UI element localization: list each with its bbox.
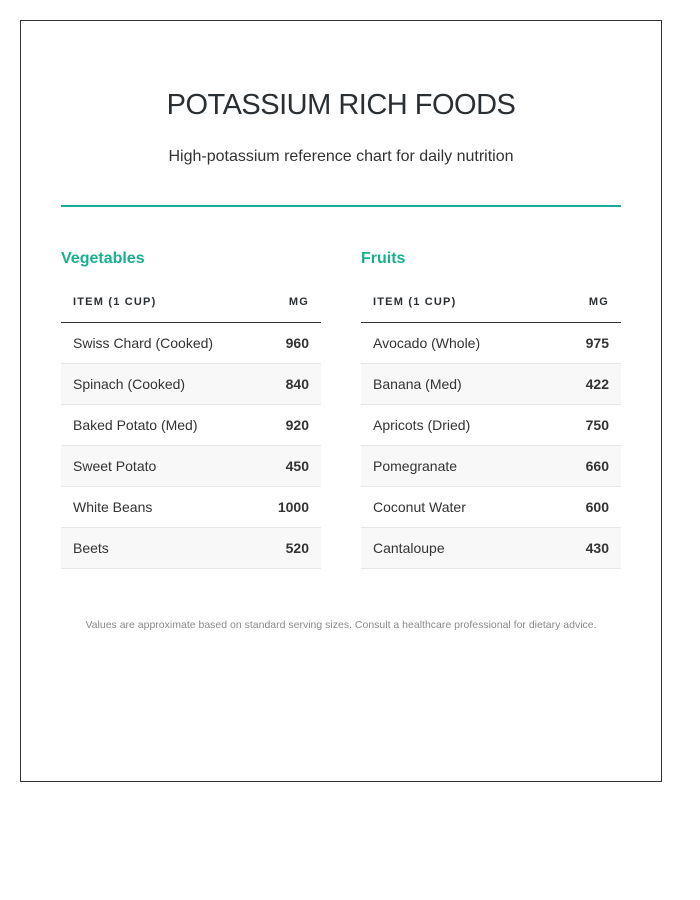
- item-mg: 920: [256, 404, 321, 445]
- item-mg: 975: [552, 322, 621, 363]
- item-mg: 750: [552, 404, 621, 445]
- table-row: [361, 445, 621, 486]
- item-name: Pomegranate: [361, 445, 552, 486]
- footnote: Values are approximate based on standard serving sizes. Consult a healthcare professional for dietary advice.: [85, 619, 597, 631]
- table-header: [361, 282, 621, 322]
- table-row: [361, 322, 621, 363]
- item-mg: 960: [256, 322, 321, 363]
- vegetables-section: [61, 250, 321, 569]
- item-name: Coconut Water: [361, 486, 552, 527]
- fruits-table: [361, 282, 621, 569]
- item-mg: 450: [256, 445, 321, 486]
- page-title: POTASSIUM RICH FOODS: [166, 89, 516, 121]
- table-row: [61, 322, 321, 363]
- table-row: [361, 363, 621, 404]
- column-header-item: ITEM (1 CUP): [61, 282, 256, 322]
- item-mg: 422: [552, 363, 621, 404]
- item-name: Avocado (Whole): [361, 322, 552, 363]
- item-name: Baked Potato (Med): [61, 404, 256, 445]
- divider: [61, 205, 621, 207]
- item-mg: 840: [256, 363, 321, 404]
- table-row: [61, 404, 321, 445]
- item-name: Cantaloupe: [361, 527, 552, 568]
- section-heading: Fruits: [361, 250, 406, 267]
- vegetables-table: [61, 282, 321, 569]
- column-header-item: ITEM (1 CUP): [361, 282, 552, 322]
- item-name: Apricots (Dried): [361, 404, 552, 445]
- fruits-section: [361, 250, 621, 569]
- section-heading: Vegetables: [61, 250, 145, 267]
- table-header: [61, 282, 321, 322]
- reference-card: [20, 20, 662, 782]
- item-name: Spinach (Cooked): [61, 363, 256, 404]
- item-mg: 1000: [256, 486, 321, 527]
- table-row: [61, 363, 321, 404]
- item-name: Sweet Potato: [61, 445, 256, 486]
- item-name: Banana (Med): [361, 363, 552, 404]
- item-mg: 660: [552, 445, 621, 486]
- column-header-mg: MG: [256, 282, 321, 322]
- table-row: [361, 404, 621, 445]
- item-name: Swiss Chard (Cooked): [61, 322, 256, 363]
- column-header-mg: MG: [552, 282, 621, 322]
- item-mg: 430: [552, 527, 621, 568]
- subtitle: High-potassium reference chart for daily nutrition: [168, 148, 514, 165]
- table-row: [361, 527, 621, 568]
- item-mg: 600: [552, 486, 621, 527]
- table-row: [361, 486, 621, 527]
- table-row: [61, 486, 321, 527]
- table-row: [61, 527, 321, 568]
- table-row: [61, 445, 321, 486]
- item-name: Beets: [61, 527, 256, 568]
- item-name: White Beans: [61, 486, 256, 527]
- item-mg: 520: [256, 527, 321, 568]
